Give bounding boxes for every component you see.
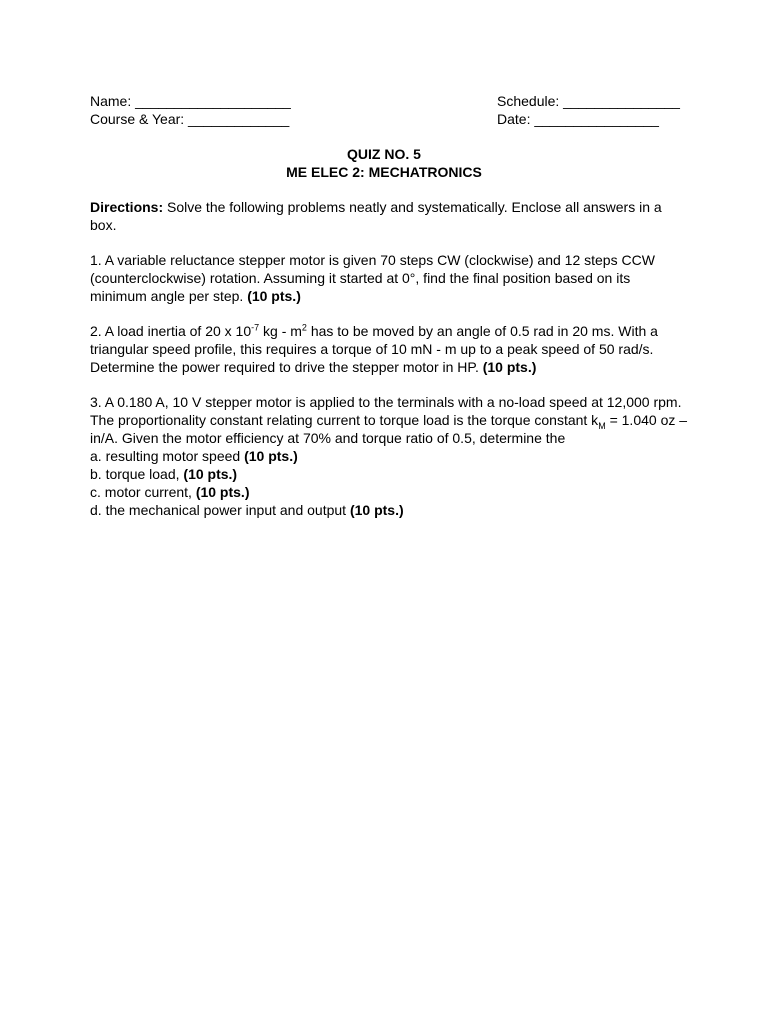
problem-2-line-1 xyxy=(90,322,658,340)
problem-3-item-b-text: b. torque load, xyxy=(90,466,184,482)
problem-2-text: Determine the power required to drive the stepper motor in HP. xyxy=(90,359,483,375)
problem-2-text-b: kg - m xyxy=(259,323,302,339)
problem-3-item-a-points: (10 pts.) xyxy=(244,448,298,464)
problem-3-item xyxy=(90,501,404,519)
problem-3-item xyxy=(90,465,237,483)
problem-3-item xyxy=(90,447,298,465)
problem-2-line-3 xyxy=(90,358,536,376)
directions-label: Directions: xyxy=(90,199,164,215)
problem-1-text: minimum angle per step. xyxy=(90,288,248,304)
problem-1-line-2: (counterclockwise) rotation. Assuming it started at 0°, find the final position based on its xyxy=(90,270,631,286)
name-field-label: Name: ____________________ xyxy=(90,93,291,109)
problem-1-line-3 xyxy=(90,287,301,305)
problem-2-line-2: triangular speed profile, this requires a torque of 10 mN - m up to a peak speed of 50 rad/s. xyxy=(90,341,654,357)
problem-3-line-3: in/A. Given the motor efficiency at 70% and torque ratio of 0.5, determine the xyxy=(90,430,566,446)
problem-1-points: (10 pts.) xyxy=(247,288,301,304)
problem-3-line-2 xyxy=(90,411,687,429)
problem-3-item-c-text: c. motor current, xyxy=(90,484,196,500)
problem-3-item-b-points: (10 pts.) xyxy=(183,466,238,482)
problem-2-exponent-1: -7 xyxy=(251,322,260,333)
problem-2-text-c: has to be moved by an angle of 0.5 rad in 20 ms. With a xyxy=(306,323,658,339)
problem-2-text-a: 2. A load inertia of 20 x 10 xyxy=(90,323,252,339)
problem-2-exponent-2: 2 xyxy=(301,322,307,333)
problem-3-text-b: = 1.040 oz – xyxy=(605,412,688,428)
quiz-title: QUIZ NO. 5 xyxy=(347,146,421,162)
problem-3-text-a: The proportionality constant relating current to torque load is the torque constant k xyxy=(90,412,599,428)
problem-3-subscript: M xyxy=(598,420,606,431)
problem-3-item-d-text: d. the mechanical power input and output xyxy=(90,502,350,518)
date-field-label: Date: ________________ xyxy=(497,111,659,127)
problem-3-item-c-points: (10 pts.) xyxy=(195,484,250,500)
course-year-field-label: Course & Year: _____________ xyxy=(90,111,290,127)
directions-line-1 xyxy=(90,198,662,216)
schedule-field-label: Schedule: _______________ xyxy=(497,93,680,109)
directions-line-2: box. xyxy=(90,217,117,233)
problem-3-item-a-text: a. resulting motor speed xyxy=(90,448,245,464)
problem-2-points: (10 pts.) xyxy=(482,359,537,375)
problem-1-line-1: 1. A variable reluctance stepper motor is given 70 steps CW (clockwise) and 12 steps CCW xyxy=(90,252,655,268)
problem-3-item xyxy=(90,483,250,501)
course-title: ME ELEC 2: MECHATRONICS xyxy=(286,164,482,180)
problem-3-item-d-points: (10 pts.) xyxy=(349,502,404,518)
problem-3-line-1: 3. A 0.180 A, 10 V stepper motor is applied to the terminals with a no-load speed at 12,000 rpm. xyxy=(90,394,682,410)
directions-text-1: Solve the following problems neatly and systematically. Enclose all answers in a xyxy=(163,199,662,215)
